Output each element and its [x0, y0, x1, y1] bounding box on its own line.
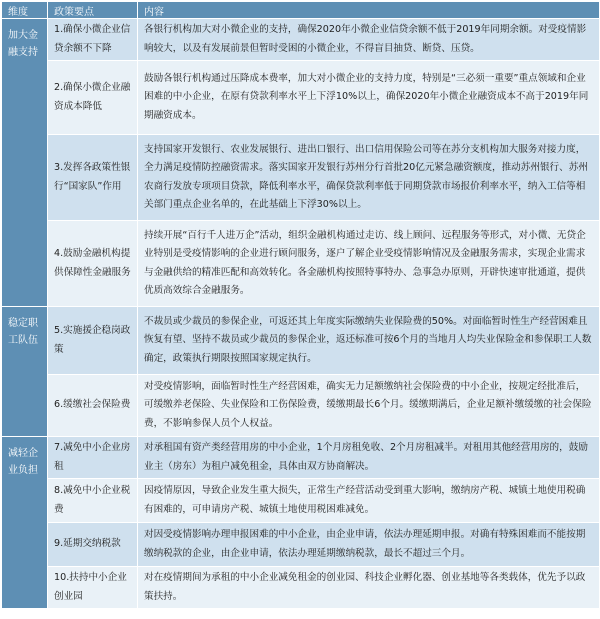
dimension-cell: 稳定职工队伍 — [2, 307, 48, 437]
dimension-cell: 加大金融支持 — [2, 19, 48, 307]
table-row — [2, 523, 600, 567]
content-cell: 因疫情原因，导致企业发生重大损失，正常生产经营活动受到重大影响，缴纳房产税、城镇土地使用税确有困难的，可申请房产税、城镇土地使用税困难减免。 — [138, 479, 600, 523]
table-row — [2, 375, 600, 437]
table-header-row — [2, 2, 600, 19]
policy-point-cell: 7.减免中小企业房租 — [48, 437, 138, 479]
content-cell: 对在疫情期间为承租的中小企业减免租金的创业园、科技企业孵化器、创业基地等各类载体，优先予以政策扶持。 — [138, 567, 600, 609]
content-cell: 持续开展“百行千人进万企”活动，组织金融机构通过走访、线上顾问、远程服务等形式，对小微、无贷企业特别是受疫情影响的企业进行顾问服务，逐户了解企业受疫情影响情况及金融服务需求，实现企业需求与金融供给的精准匹配和高效转化。各金融机构按照特事特办、急事急办原则，开辟快速审批通道，提供优质高效综合金融服务。 — [138, 221, 600, 307]
content-cell: 对因受疫情影响办理申报困难的中小企业，由企业申请，依法办理延期申报。对确有特殊困难而不能按期缴纳税款的企业，由企业申请，依法办理延期缴纳税款，最长不超过三个月。 — [138, 523, 600, 567]
policy-table-container — [1, 1, 599, 615]
table-row — [2, 307, 600, 375]
table-row — [2, 567, 600, 609]
policy-point-cell: 5.实施援企稳岗政策 — [48, 307, 138, 375]
policy-point-cell: 1.确保小微企业信贷余额不下降 — [48, 19, 138, 61]
policy-point-cell: 9.延期交纳税款 — [48, 523, 138, 567]
content-cell: 不裁员或少裁员的参保企业，可返还其上年度实际缴纳失业保险费的50%。对面临暂时性生产经营困难且恢复有望、坚持不裁员或少裁员的参保企业，返还标准可按6个月的当地月人均失业保险金和参保职工人数确定，政策执行期限按照国家规定执行。 — [138, 307, 600, 375]
table-row — [2, 479, 600, 523]
policy-table — [1, 1, 600, 609]
table-row — [2, 221, 600, 307]
policy-point-cell: 2.确保小微企业融资成本降低 — [48, 61, 138, 135]
policy-point-cell: 3.发挥各政策性银行“国家队”作用 — [48, 135, 138, 221]
content-cell: 鼓励各银行机构通过压降成本费率，加大对小微企业的支持力度，特别是“三必须一重要”重点领域和企业困难的中小企业，在原有贷款利率水平上下浮10%以上，确保2020年小微企业融资成本不高于2019年同期融资成本。 — [138, 61, 600, 135]
table-row — [2, 135, 600, 221]
policy-point-cell: 10.扶持中小企业创业园 — [48, 567, 138, 609]
content-cell: 对受疫情影响，面临暂时性生产经营困难，确实无力足额缴纳社会保险费的中小企业，按规定经批准后，可缓缴养老保险、失业保险和工伤保险费，缓缴期最长6个月。缓缴期满后，企业足额补缴缓缴的社会保险费，不影响参保人员个人权益。 — [138, 375, 600, 437]
content-cell: 各银行机构加大对小微企业的支持，确保2020年小微企业信贷余额不低于2019年同期余额。对受疫情影响较大，以及有发展前景但暂时受困的小微企业，不得盲目抽贷、断贷、压贷。 — [138, 19, 600, 61]
policy-point-cell: 4.鼓励金融机构提供保障性金融服务 — [48, 221, 138, 307]
content-cell: 对承租国有资产类经营用房的中小企业，1个月房租免收、2个月房租减半。对租用其他经营用房的，鼓励业主（房东）为租户减免租金，具体由双方协商解决。 — [138, 437, 600, 479]
table-row — [2, 61, 600, 135]
header-content: 内容 — [138, 2, 600, 19]
table-row — [2, 437, 600, 479]
dimension-cell: 减轻企业负担 — [2, 437, 48, 609]
content-cell: 支持国家开发银行、农业发展银行、进出口银行、出口信用保险公司等在苏分支机构加大服务对接力度，全力满足疫情防控融资需求。落实国家开发银行苏州分行首批20亿元紧急融资额度，推动苏州银行、苏州农商行发放专项项目贷款，降低利率水平，确保贷款利率低于同期贷款市场报价利率水平，纳入工信等相关部门重点企业名单的，在此基础上下浮30%以上。 — [138, 135, 600, 221]
policy-point-cell: 8.减免中小企业税费 — [48, 479, 138, 523]
policy-point-cell: 6.缓缴社会保险费 — [48, 375, 138, 437]
header-policy-point: 政策要点 — [48, 2, 138, 19]
header-dimension: 维度 — [2, 2, 48, 19]
table-row — [2, 19, 600, 61]
